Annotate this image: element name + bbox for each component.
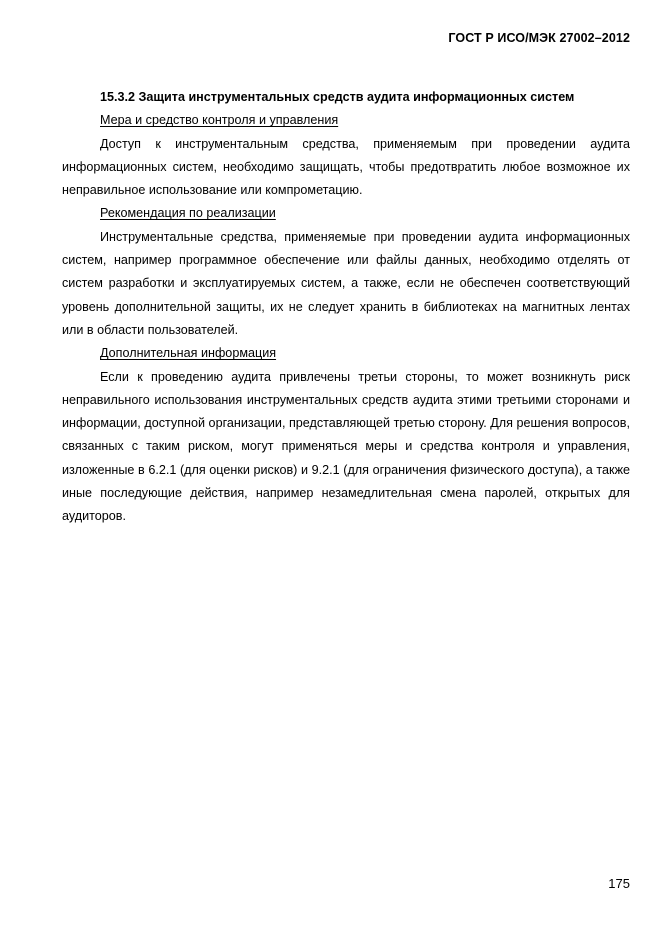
page-number: 175 (608, 876, 630, 891)
page-header-standard-id: ГОСТ Р ИСО/МЭК 27002–2012 (448, 31, 630, 45)
control-heading (62, 109, 630, 132)
other-info-paragraph: Если к проведению аудита привлечены третьи стороны, то может возникнуть риск неправильного использования инструментальных средств аудита этими третьими сторонами и информации, доступной организации, представляющей третью сторону. Для решения вопросов, связанных с таким риском, могут применяться меры и средства контроля и управления, изложенные в 6.2.1 (для оценки рисков) и 9.2.1 (для ограничения физического доступа), а также иные последующие действия, например незамедлительная смена паролей, открытых для аудиторов. (62, 369, 630, 524)
other-info-heading (62, 342, 630, 365)
control-heading-text: Мера и средство контроля и управления (100, 113, 339, 128)
implementation-heading-text: Рекомендация по реализации (100, 206, 276, 221)
other-info-heading-text: Дополнительная информация (100, 346, 277, 361)
implementation-paragraph: Инструментальные средства, применяемые при проведении аудита информационных систем, например программное обеспечение или файлы данных, необходимо отделять от систем разработки и эксплуатируемых систем, а также, если не обеспечен соответствующий уровень дополнительной защиты, их не следует хранить в библиотеках на магнитных лентах или в области пользователей. (62, 229, 630, 337)
implementation-heading (62, 202, 630, 225)
page-content (62, 86, 630, 529)
section-title: 15.3.2 Защита инструментальных средств аудита информационных систем (100, 90, 575, 104)
control-paragraph: Доступ к инструментальным средства, применяемым при проведении аудита информационных систем, необходимо защищать, чтобы предотвратить любое возможное их неправильное использование или компрометацию. (62, 136, 630, 198)
